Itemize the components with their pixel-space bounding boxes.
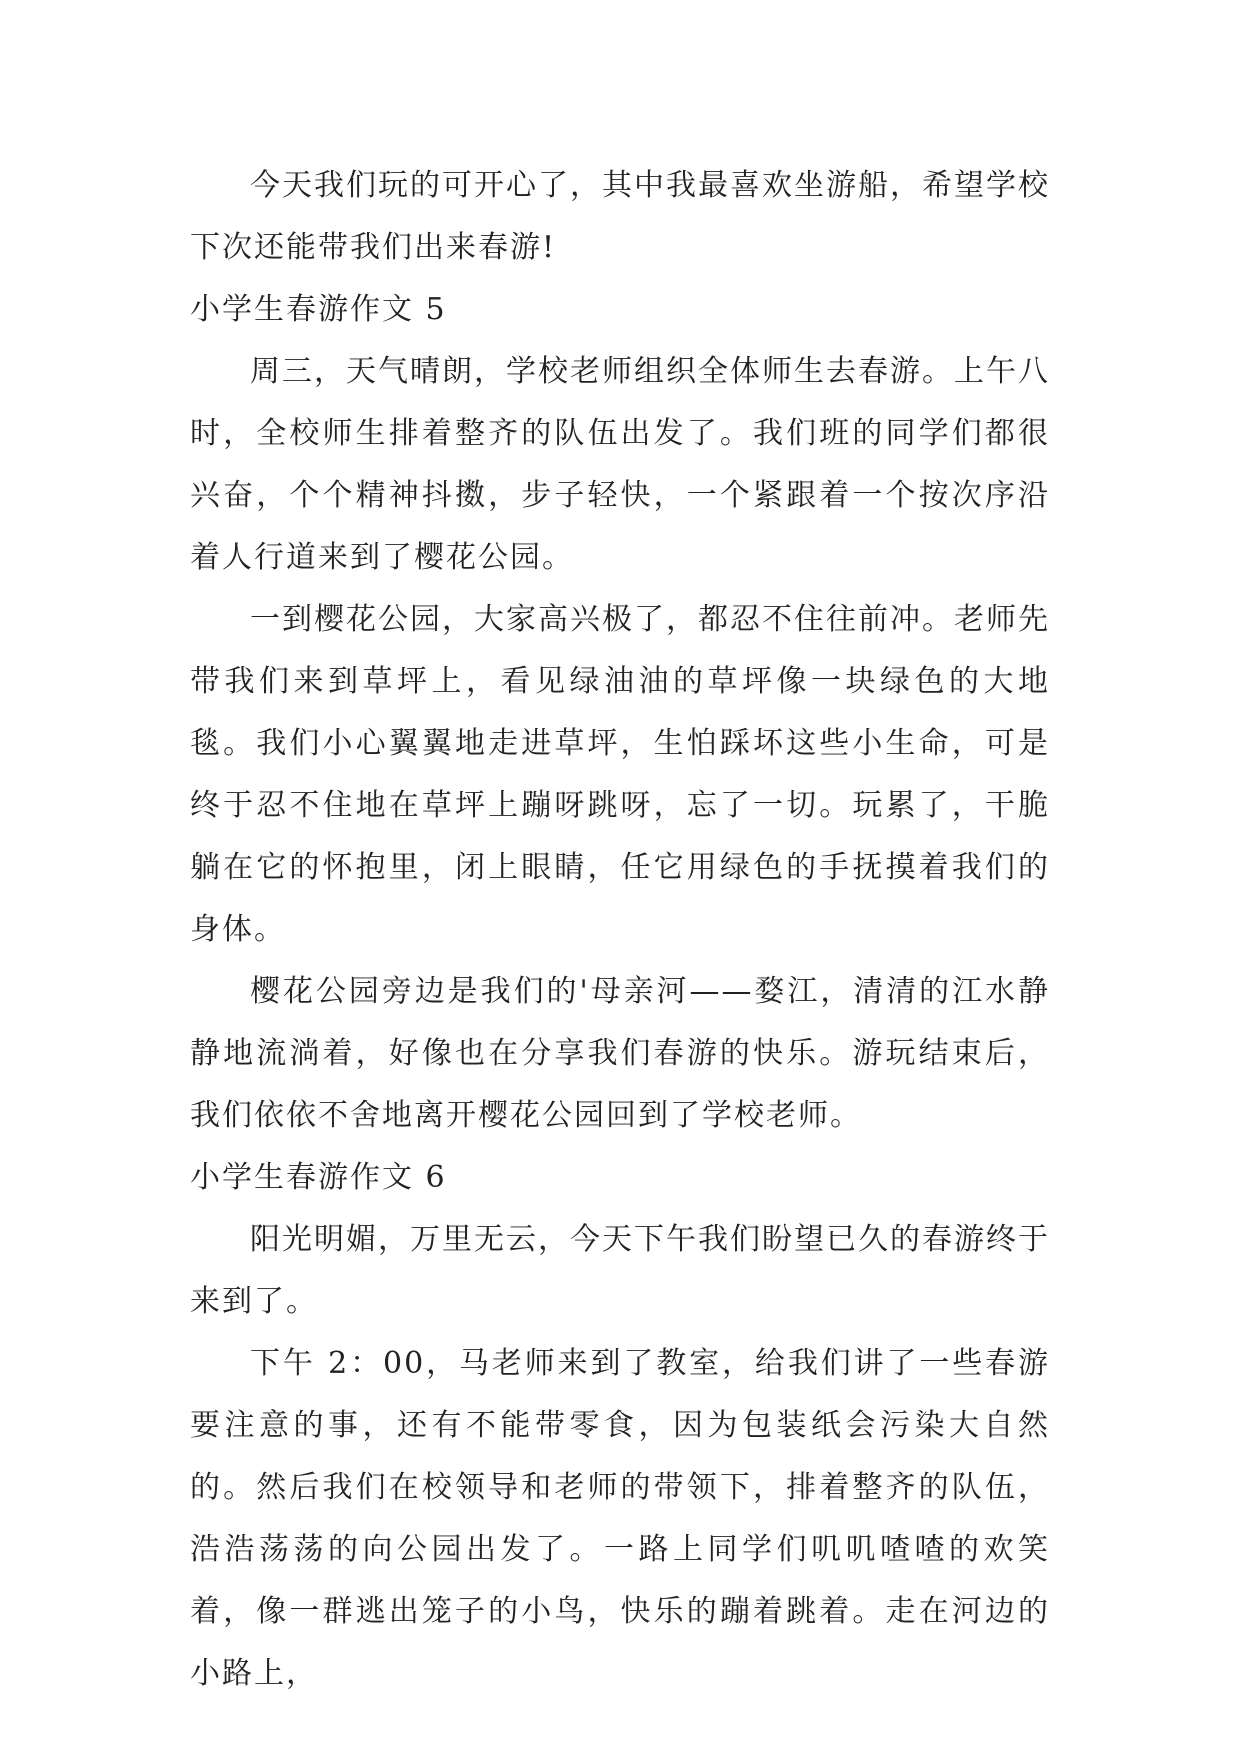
paragraph-essay-5-intro: 周三，天气晴朗，学校老师组织全体师生去春游。上午八时，全校师生排着整齐的队伍出发了。我们班的同学们都很兴奋，个个精神抖擞，步子轻快，一个紧跟着一个按次序沿着人行道来到了樱花公园。 [190, 354, 1050, 575]
document-page [190, 155, 1050, 1705]
paragraph-essay-5-park: 一到樱花公园，大家高兴极了，都忍不住往前冲。老师先带我们来到草坪上，看见绿油油的草坪像一块绿色的大地毯。我们小心翼翼地走进草坪，生怕踩坏这些小生命，可是终于忍不住地在草坪上蹦呀跳呀，忘了一切。玩累了，干脆躺在它的怀抱里，闭上眼睛，任它用绿色的手抚摸着我们的身体。 [190, 602, 1050, 947]
paragraph-closing-essay-4: 今天我们玩的可开心了，其中我最喜欢坐游船，希望学校下次还能带我们出来春游! [190, 168, 1050, 265]
paragraph-essay-6-departure: 下午 2：00，马老师来到了教室，给我们讲了一些春游要注意的事，还有不能带零食，因为包装纸会污染大自然的。然后我们在校领导和老师的带领下，排着整齐的队伍，浩浩荡荡的向公园出发了。一路上同学们叽叽喳喳的欢笑着，像一群逃出笼子的小鸟，快乐的蹦着跳着。走在河边的小路上， [190, 1346, 1050, 1691]
paragraph-essay-5-river: 樱花公园旁边是我们的'母亲河——婺江，清清的江水静静地流淌着，好像也在分享我们春游的快乐。游玩结束后，我们依依不舍地离开樱花公园回到了学校老师。 [190, 974, 1050, 1133]
paragraph-essay-6-intro: 阳光明媚，万里无云，今天下午我们盼望已久的春游终于来到了。 [190, 1222, 1050, 1319]
essay-6-title: 小学生春游作文 6 [190, 1160, 447, 1195]
essay-5-title: 小学生春游作文 5 [190, 292, 447, 327]
